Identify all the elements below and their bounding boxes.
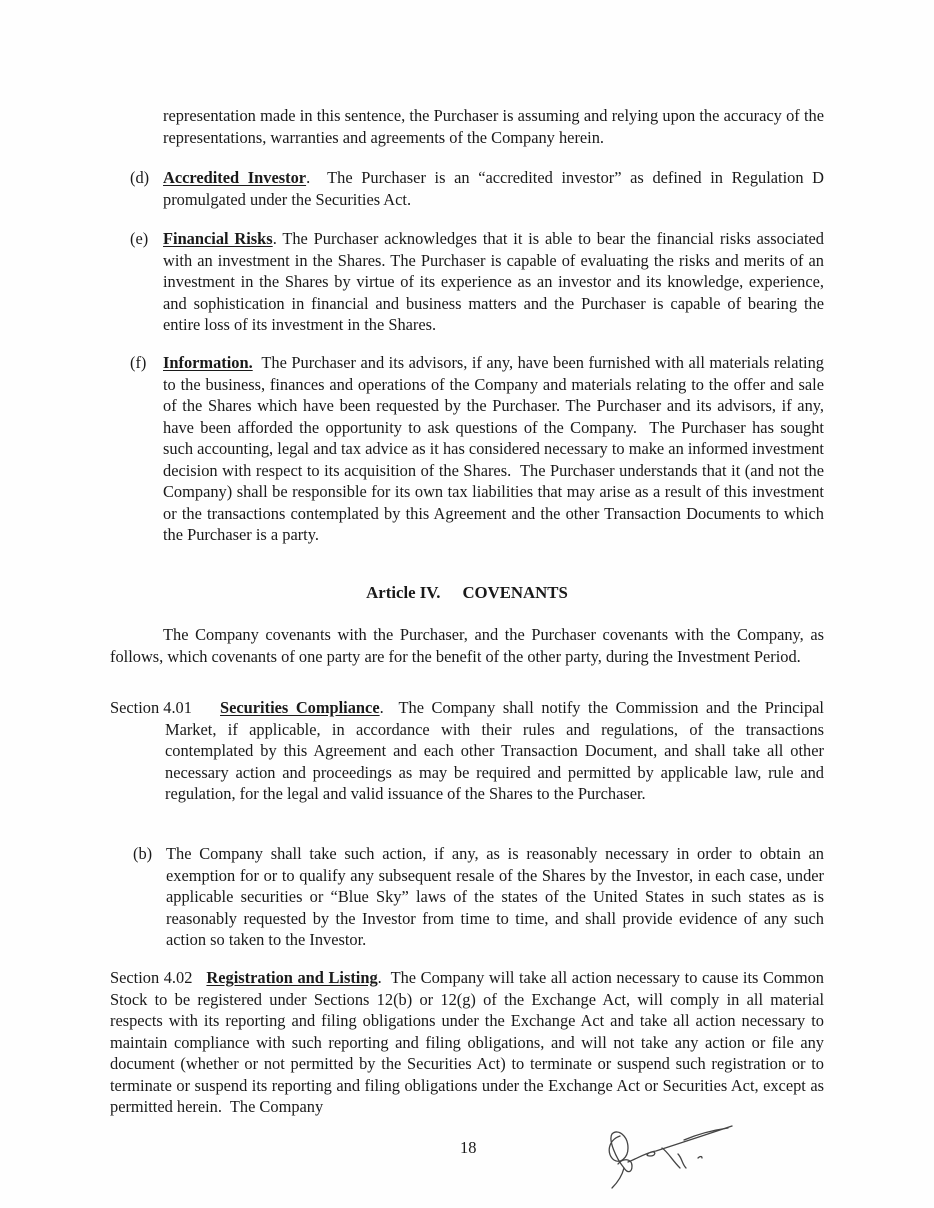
section-4-02-label: Section 4.02 bbox=[110, 968, 193, 987]
section-4-02 bbox=[110, 967, 829, 1118]
item-f-marker: (f) bbox=[130, 353, 147, 372]
item-f bbox=[130, 352, 829, 546]
section-4-01-content bbox=[165, 697, 829, 805]
article-title: COVENANTS bbox=[462, 583, 568, 602]
item-d-content bbox=[163, 167, 829, 210]
continuation-paragraph bbox=[163, 105, 824, 148]
section-4-02-heading: Registration and Listing bbox=[206, 968, 378, 987]
item-f-heading: Information. bbox=[163, 353, 253, 372]
covenants-intro-text: The Company covenants with the Purchaser, and the Purchaser covenants with the Company, as follows, which covenants of one party are for the benefit of the other party, during the Investment Period. bbox=[110, 625, 824, 666]
signature-initials-icon bbox=[598, 1118, 738, 1190]
item-d-heading: Accredited Investor bbox=[163, 168, 307, 187]
section-4-01-b-body: The Company shall take such action, if any, as is reasonably necessary in order to obtain an exemption for or to qualify any subsequent resale of the Shares by the Investor, in each case, under applicable securities or “Blue Sky” laws of the states of the United States in such states as is reasonably requested by the Investor from time to time, and shall provide evidence of any such action so taken to the Investor. bbox=[166, 844, 824, 949]
continuation-text: representation made in this sentence, the Purchaser is assuming and relying upon the accuracy of the representations, warranties and agreements of the Company herein. bbox=[163, 106, 824, 147]
item-e-body: The Purchaser acknowledges that it is able to bear the financial risks associated with an investment in the Shares. The Purchaser is capable of evaluating the risks and merits of an investment in the Shares by virtue of its experience as an investor and its knowledge, experience, and sophistication in financial and business matters and the Purchaser is capable of bearing the entire loss of its investment in the Shares. bbox=[163, 229, 829, 334]
section-4-01-b bbox=[133, 843, 824, 951]
item-d-body: The Purchaser is an “accredited investor” as defined in Regulation D promulgated under the Securities Act. bbox=[163, 168, 829, 209]
item-d bbox=[130, 167, 829, 210]
section-4-01-body: The Company shall notify the Commission and the Principal Market, if applicable, in accordance with their rules and regulations, of the transactions contemplated by this Agreement and each other Transaction Document, and shall take all other necessary action and proceedings as may be required and permitted by applicable law, rule and regulation, for the legal and valid issuance of the Shares to the Purchaser. bbox=[165, 698, 829, 803]
item-e bbox=[130, 228, 829, 336]
item-f-content bbox=[163, 352, 829, 546]
item-e-heading-punct: . bbox=[272, 229, 277, 248]
section-4-02-body: The Company will take all action necessary to cause its Common Stock to be registered under Sections 12(b) or 12(g) of the Exchange Act, will comply in all material respects with its reporting and filing obligations under the Exchange Act and take all action necessary to maintain compliance with such reporting and filing obligations, and will not take any action or file any document (whether or not permitted by the Securities Act) to terminate or suspend such registration or to terminate or suspend its reporting and filing obligations under the Exchange Act or Securities Act, except as permitted herein. The Company bbox=[110, 968, 829, 1116]
item-e-marker: (e) bbox=[130, 229, 149, 248]
item-d-marker: (d) bbox=[130, 168, 150, 187]
section-4-01 bbox=[110, 697, 829, 805]
section-4-01-b-marker: (b) bbox=[133, 844, 153, 863]
page-number: 18 bbox=[460, 1138, 477, 1157]
section-4-02-heading-punct: . bbox=[377, 968, 382, 987]
item-e-heading: Financial Risks bbox=[163, 229, 273, 248]
covenants-intro bbox=[110, 624, 824, 667]
item-f-body: The Purchaser and its advisors, if any, have been furnished with all materials relating to the business, finances and operations of the Company and materials relating to the offer and sale of the Shares which have been requested by the Purchaser. The Purchaser and its advisors, if any, have been afforded the opportunity to ask questions of the Company. The Purchaser has sought such accounting, legal and tax advice as it has considered necessary to make an informed investment decision with respect to its acquisition of the Shares. The Purchaser understands that it (and not the Company) shall be responsible for its own tax liabilities that may arise as a result of this investment or the transactions contemplated by this Agreement and the other Transaction Documents to which the Purchaser is a party. bbox=[163, 353, 829, 544]
article-heading bbox=[0, 582, 934, 604]
item-d-heading-punct: . bbox=[306, 168, 311, 187]
section-4-01-b-content bbox=[166, 843, 824, 951]
article-number: Article IV. bbox=[366, 583, 441, 602]
item-e-content bbox=[163, 228, 829, 336]
section-4-01-heading-punct: . bbox=[379, 698, 384, 717]
section-4-01-heading: Securities Compliance bbox=[220, 698, 380, 717]
section-4-01-label: Section 4.01 bbox=[110, 698, 192, 717]
